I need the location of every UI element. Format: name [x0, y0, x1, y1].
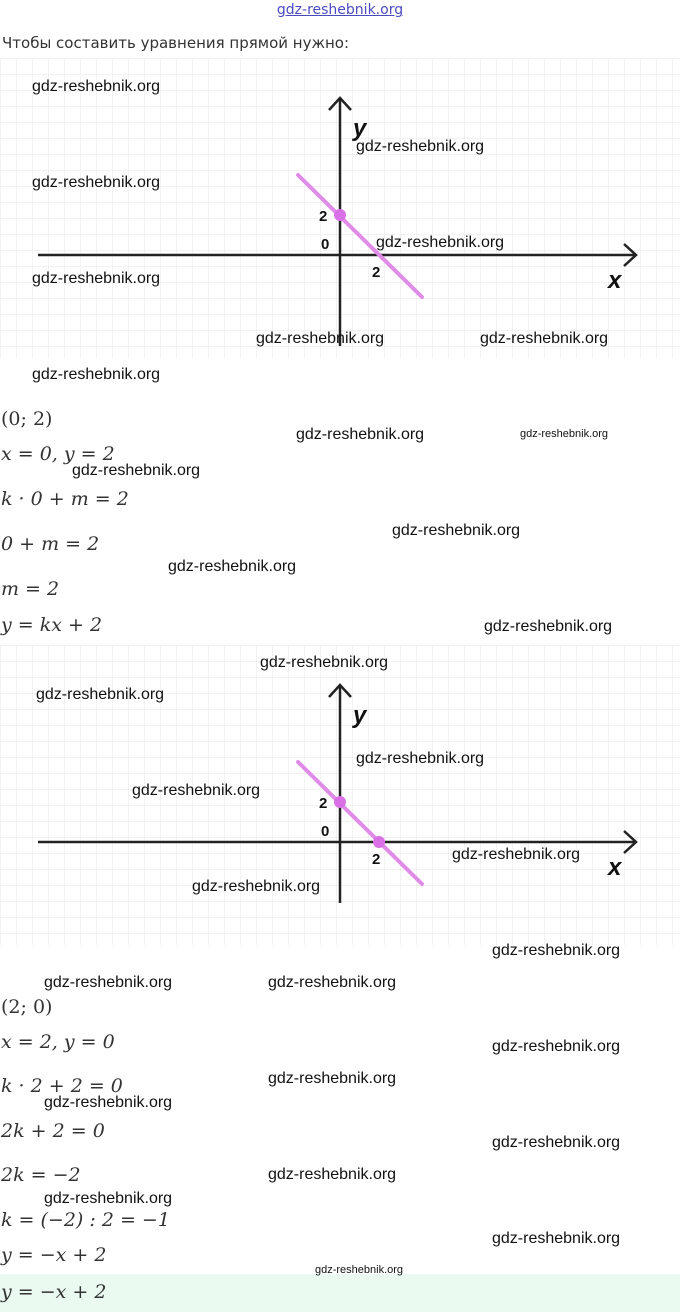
watermark: gdz-reshebnik.org — [492, 942, 621, 959]
watermark: gdz-reshebnik.org — [192, 878, 321, 895]
origin-label: 0 — [321, 236, 330, 253]
watermark: gdz-reshebnik.org — [36, 686, 165, 703]
step2-eq1: k · 2 + 2 = 0 — [1, 1075, 123, 1097]
watermark: gdz-reshebnik.org — [32, 78, 161, 95]
y-intercept-point — [334, 796, 346, 808]
watermark: gdz-reshebnik.org — [376, 234, 505, 251]
watermark: gdz-reshebnik.org — [315, 1264, 404, 1276]
watermark: gdz-reshebnik.org — [452, 846, 581, 863]
final-answer: y = −x + 2 — [1, 1281, 107, 1303]
step1-eq3: m = 2 — [1, 578, 60, 600]
watermark: gdz-reshebnik.org — [480, 330, 609, 347]
watermark: gdz-reshebnik.org — [268, 974, 397, 991]
y-intercept-point — [334, 209, 346, 221]
x-axis-label: x — [608, 267, 622, 294]
step2-eq4: k = (−2) : 2 = −1 — [1, 1209, 170, 1231]
watermark: gdz-reshebnik.org — [356, 138, 485, 155]
step2-eq5: y = −x + 2 — [1, 1244, 107, 1266]
watermark: gdz-reshebnik.org — [168, 558, 297, 575]
step1-eq1: k · 0 + m = 2 — [1, 488, 129, 510]
watermark: gdz-reshebnik.org — [392, 522, 521, 539]
step1-eq4: y = kx + 2 — [1, 614, 103, 636]
step2-eq3: 2k = −2 — [1, 1164, 81, 1186]
watermark: gdz-reshebnik.org — [492, 1038, 621, 1055]
y-axis-label: y — [353, 115, 367, 142]
watermark: gdz-reshebnik.org — [268, 1166, 397, 1183]
watermark: gdz-reshebnik.org — [132, 782, 261, 799]
watermark: gdz-reshebnik.org — [492, 1230, 621, 1247]
watermark: gdz-reshebnik.org — [356, 750, 485, 767]
step2-point: (2; 0) — [1, 996, 53, 1018]
intro-text: Чтобы составить уравнения прямой нужно: — [2, 34, 350, 52]
watermark: gdz-reshebnik.org — [492, 1134, 621, 1151]
step2-substitution: x = 2, y = 0 — [1, 1031, 115, 1053]
x-tick-2: 2 — [372, 851, 381, 868]
x-axis-label: x — [608, 854, 622, 881]
watermark: gdz-reshebnik.org — [520, 428, 609, 440]
step1-substitution: x = 0, y = 2 — [1, 443, 115, 465]
y-axis-label: y — [353, 702, 367, 729]
origin-label: 0 — [321, 823, 330, 840]
watermark: gdz-reshebnik.org — [44, 974, 173, 991]
site-link[interactable]: gdz-reshebnik.org — [276, 2, 404, 18]
y-tick-2: 2 — [319, 795, 328, 812]
watermark: gdz-reshebnik.org — [296, 426, 425, 443]
watermark: gdz-reshebnik.org — [44, 1190, 173, 1207]
y-tick-2: 2 — [319, 208, 328, 225]
watermark: gdz-reshebnik.org — [32, 270, 161, 287]
watermark: gdz-reshebnik.org — [72, 462, 201, 479]
step2-eq2: 2k + 2 = 0 — [1, 1120, 105, 1142]
step1-eq2: 0 + m = 2 — [1, 533, 100, 555]
x-tick-2: 2 — [372, 264, 381, 281]
watermark: gdz-reshebnik.org — [32, 366, 161, 383]
watermark: gdz-reshebnik.org — [44, 1094, 173, 1111]
graph-panel-1 — [0, 58, 680, 358]
watermark: gdz-reshebnik.org — [256, 330, 385, 347]
watermark: gdz-reshebnik.org — [260, 654, 389, 671]
watermark: gdz-reshebnik.org — [268, 1070, 397, 1087]
x-intercept-point — [373, 836, 385, 848]
watermark: gdz-reshebnik.org — [484, 618, 613, 635]
step1-point: (0; 2) — [1, 408, 53, 430]
answer-bar — [0, 1274, 680, 1312]
watermark: gdz-reshebnik.org — [32, 174, 161, 191]
